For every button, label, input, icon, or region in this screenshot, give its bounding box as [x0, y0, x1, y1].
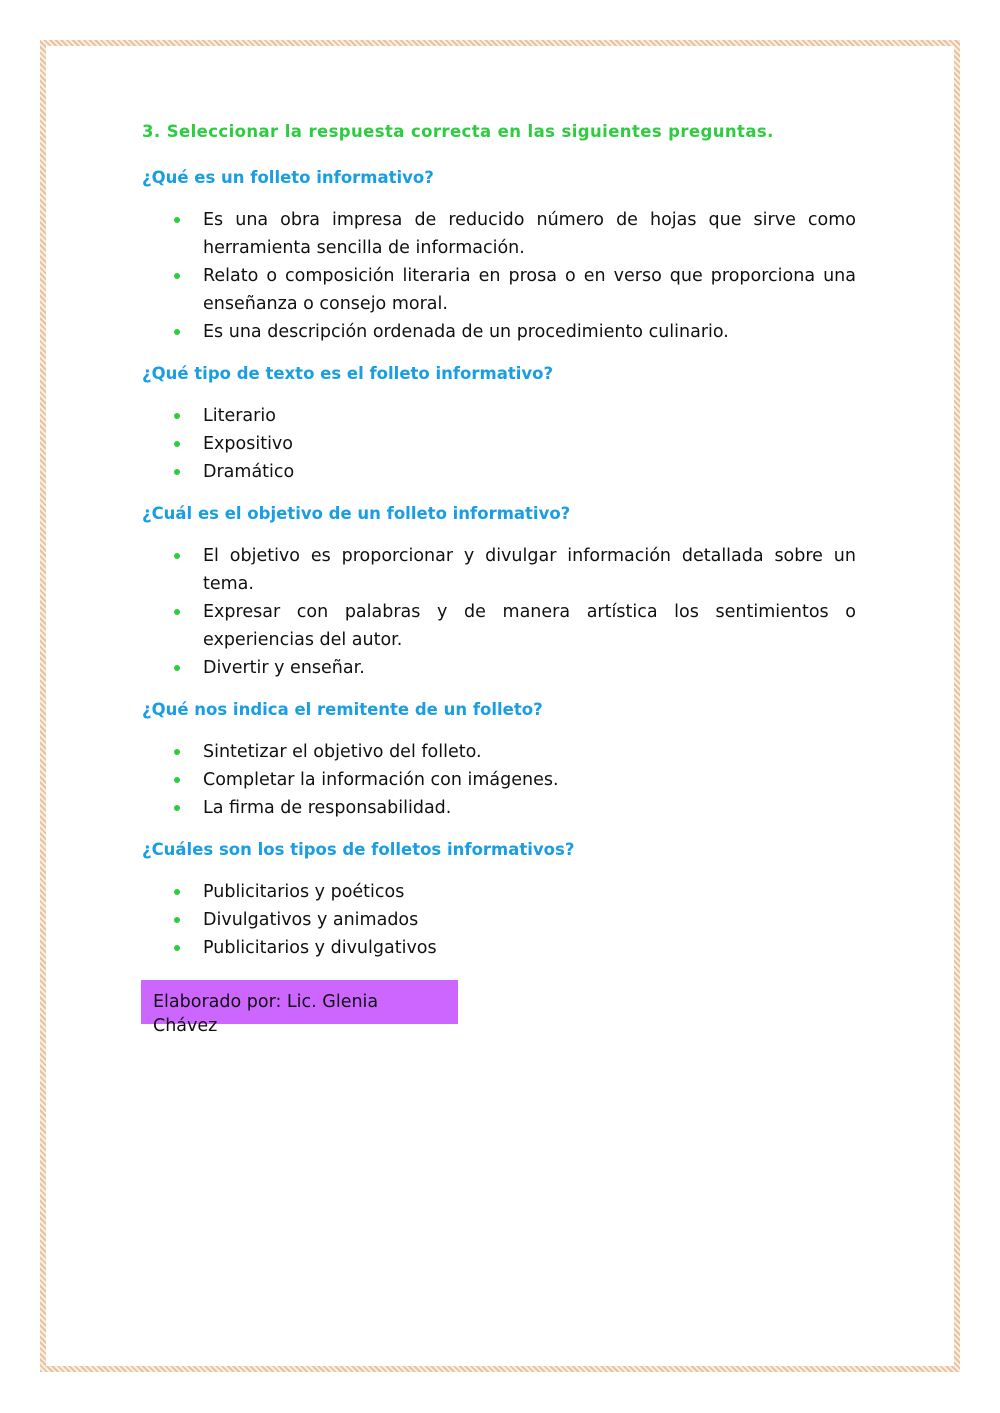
question-block [142, 836, 856, 962]
option-list [142, 542, 856, 682]
question-title: ¿Cuáles son los tipos de folletos informativos? [142, 840, 575, 859]
question-block [142, 360, 856, 486]
question-title: ¿Qué tipo de texto es el folleto informativo? [142, 364, 554, 383]
option-item[interactable]: Publicitarios y divulgativos [142, 934, 856, 962]
question-title: ¿Qué nos indica el remitente de un folleto? [142, 700, 543, 719]
option-item[interactable]: Divertir y enseñar. [142, 654, 856, 682]
option-item[interactable]: Divulgativos y animados [142, 906, 856, 934]
option-list [142, 878, 856, 962]
option-item[interactable]: Expresar con palabras y de manera artística los sentimientos o experiencias del autor. [142, 598, 856, 654]
option-list [142, 738, 856, 822]
option-item[interactable]: Es una obra impresa de reducido número de hojas que sirve como herramienta sencilla de información. [142, 206, 856, 262]
question-title: ¿Qué es un folleto informativo? [142, 168, 434, 187]
author-credit-box [141, 980, 458, 1036]
question-title: ¿Cuál es el objetivo de un folleto informativo? [142, 504, 571, 523]
question-block [142, 696, 856, 822]
option-item[interactable]: Publicitarios y poéticos [142, 878, 856, 906]
option-item[interactable]: Completar la información con imágenes. [142, 766, 856, 794]
author-credit-text: Elaborado por: Lic. Glenia Chávez [153, 992, 379, 1036]
instruction-heading: 3. Seleccionar la respuesta correcta en las siguientes preguntas. [142, 122, 774, 141]
question-block [142, 164, 856, 346]
option-list [142, 206, 856, 346]
option-item[interactable]: Sintetizar el objetivo del folleto. [142, 738, 856, 766]
option-list [142, 402, 856, 486]
option-item[interactable]: Es una descripción ordenada de un procedimiento culinario. [142, 318, 856, 346]
option-item[interactable]: El objetivo es proporcionar y divulgar información detallada sobre un tema. [142, 542, 856, 598]
option-item[interactable]: Relato o composición literaria en prosa o en verso que proporciona una enseñanza o consejo moral. [142, 262, 856, 318]
option-item[interactable]: Dramático [142, 458, 856, 486]
option-item[interactable]: La firma de responsabilidad. [142, 794, 856, 822]
option-item[interactable]: Expositivo [142, 430, 856, 458]
option-item[interactable]: Literario [142, 402, 856, 430]
question-block [142, 500, 856, 682]
worksheet-content [142, 118, 856, 976]
